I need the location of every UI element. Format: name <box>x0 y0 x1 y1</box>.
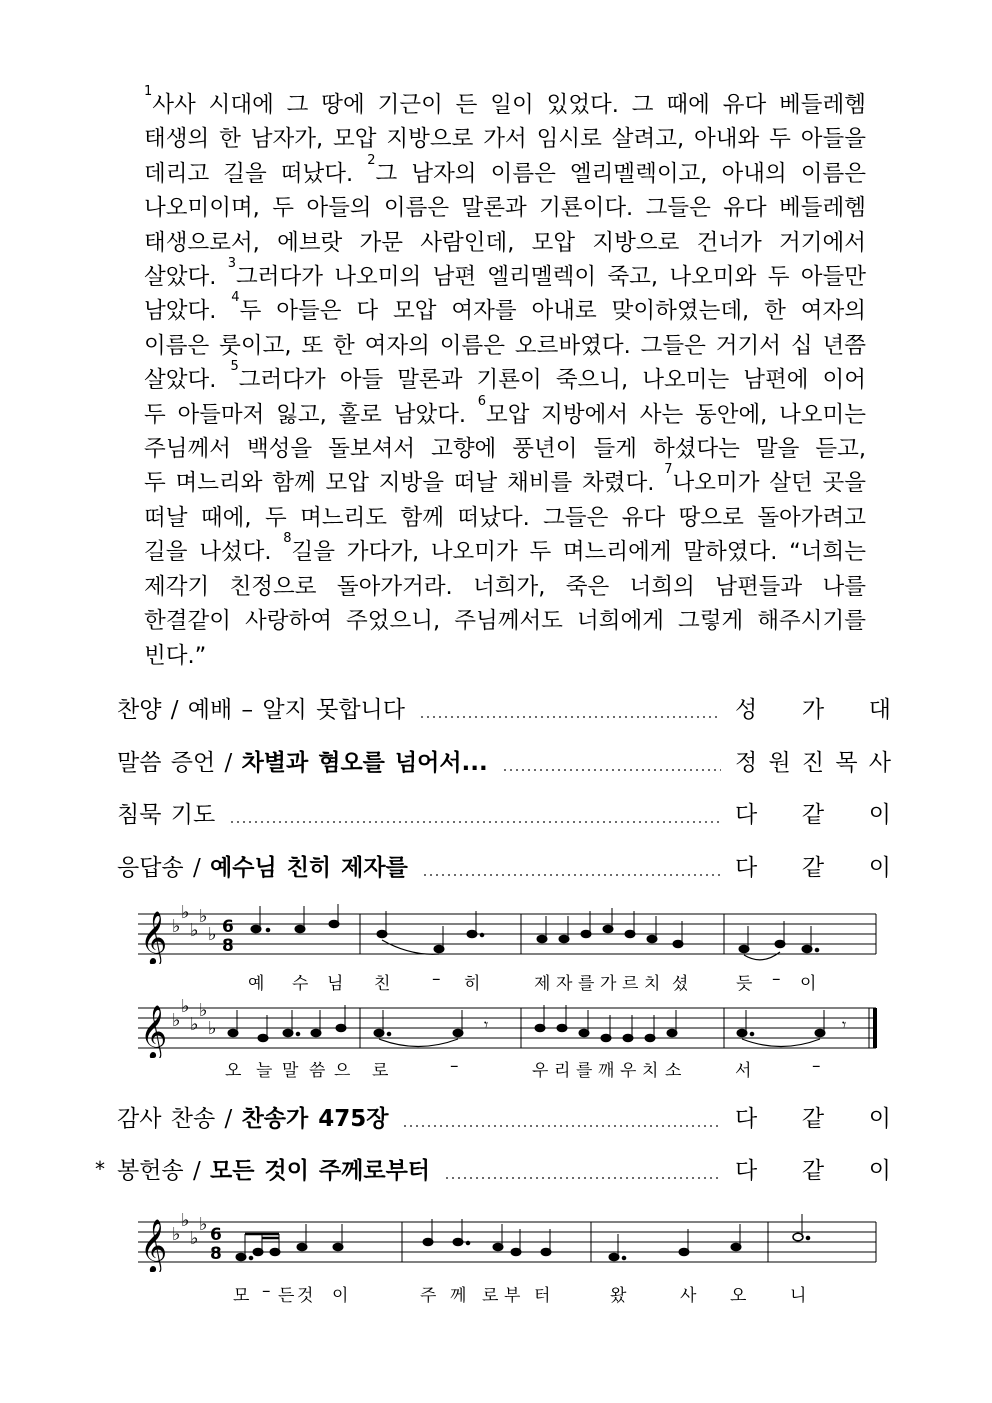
scripture-line <box>144 432 866 466</box>
scripture-text: 그러다가 나오미의 남편 엘리멜렉이 죽고, 나오미와 두 아들만 <box>236 264 867 291</box>
scripture-text: 이름은 룻이고, 또 한 여자의 이름은 오르바였다. 그들은 거기서 십 년쯤 <box>144 332 866 359</box>
order-item-leader: 정 원 진 목 사 <box>735 750 891 776</box>
lyric-syllable: – <box>450 1056 459 1076</box>
lyric-syllable: 듯 <box>736 974 753 994</box>
verse-number: 5 <box>230 359 239 375</box>
lyrics-response-1 <box>138 969 878 994</box>
order-item-leader: 다 같 이 <box>735 855 891 881</box>
dot-leader <box>444 1177 721 1179</box>
lyric-syllable: 것 <box>297 1286 314 1306</box>
dot-leader <box>502 769 721 771</box>
svg-text:𝄾: 𝄾 <box>484 1015 489 1034</box>
svg-text:𝄾: 𝄾 <box>842 1015 847 1034</box>
music-staff-response-1 <box>138 904 878 964</box>
dot-leader <box>422 874 721 876</box>
order-item-title <box>117 848 408 888</box>
scripture-line <box>144 570 866 604</box>
scripture-line <box>144 531 866 569</box>
lyric-syllable: 예 <box>248 974 265 994</box>
dot-leader <box>229 821 721 823</box>
verse-number: 2 <box>367 152 376 168</box>
lyric-syllable: 께 <box>450 1286 467 1306</box>
scripture-text: 모압 지방에서 사는 동안에, 나오미는 <box>485 401 866 428</box>
lyric-syllable: 깨 <box>598 1061 615 1081</box>
svg-text:6: 6 <box>222 917 234 937</box>
svg-text:♭: ♭ <box>190 1228 199 1249</box>
scripture-line <box>144 122 866 156</box>
lyric-syllable: 제 <box>534 974 551 994</box>
order-item-title-bold: 모든 것이 주께로부터 <box>210 1158 431 1184</box>
order-item-title-bold: 예수님 친히 제자를 <box>210 855 408 881</box>
order-item-label: 응답송 / <box>117 855 211 881</box>
order-item-leader: 성 가 대 <box>735 697 891 723</box>
scripture-line <box>144 226 866 260</box>
lyric-syllable: 를 <box>578 974 595 994</box>
treble-clef-icon: 𝄞 <box>140 1218 168 1272</box>
order-item-title-bold: 차별과 혐오를 넘어서... <box>241 750 488 776</box>
standing-mark: * <box>95 1157 105 1181</box>
lyric-syllable: – <box>772 969 781 989</box>
scripture-passage <box>144 84 867 673</box>
scripture-text: 태생으로서, 에브랏 가문 사람인데, 모압 지방으로 건너가 거기에서 <box>144 229 866 256</box>
order-item-title <box>117 795 215 835</box>
scripture-text: 사사 시대에 그 땅에 기근이 든 일이 있었다. 그 때에 유다 베들레헴 <box>152 92 866 118</box>
lyric-syllable: 으 <box>334 1061 351 1081</box>
lyric-syllable: 터 <box>534 1286 551 1306</box>
lyric-syllable: 사 <box>680 1286 697 1306</box>
svg-text:8: 8 <box>210 1244 222 1264</box>
scripture-text: 살았다. <box>144 367 231 394</box>
order-item-title <box>117 690 405 730</box>
scripture-line <box>144 191 866 225</box>
lyric-syllable: 로 <box>482 1286 499 1306</box>
svg-text:♭: ♭ <box>181 998 190 1017</box>
svg-text:♭: ♭ <box>199 906 208 927</box>
dot-leader <box>419 716 721 718</box>
svg-text:♭: ♭ <box>172 916 181 937</box>
scripture-text: 나오미가 살던 곳을 <box>672 470 866 497</box>
lyric-syllable: 치 <box>642 1061 659 1081</box>
order-item-title-bold: 찬송가 475장 <box>241 1106 389 1132</box>
order-item <box>117 795 891 835</box>
lyric-syllable: 오 <box>730 1286 747 1306</box>
lyric-syllable: – <box>432 969 441 989</box>
svg-text:♭: ♭ <box>181 904 190 923</box>
lyric-syllable: 든 <box>278 1286 295 1306</box>
lyric-syllable: 로 <box>372 1061 389 1081</box>
lyric-syllable: 니 <box>790 1286 807 1306</box>
svg-text:♭: ♭ <box>199 1000 208 1021</box>
order-item-title <box>117 1099 388 1139</box>
lyric-syllable: 치 <box>644 974 661 994</box>
scripture-text: 길을 가다가, 나오미가 두 며느리에게 말하였다. “너희는 <box>291 539 866 566</box>
lyric-syllable: – <box>262 1281 271 1301</box>
svg-text:♭: ♭ <box>190 1014 199 1035</box>
order-item <box>117 743 891 783</box>
scripture-text: 한결같이 사랑하여 주었으니, 주님께서도 너희에게 그렇게 해주시기를 <box>144 608 866 635</box>
lyric-syllable: 가 <box>600 974 617 994</box>
scripture-line <box>144 462 866 500</box>
verse-number: 6 <box>477 393 486 409</box>
scripture-text: 두 며느리와 함께 모압 지방을 떠날 채비를 차렸다. <box>144 470 665 497</box>
lyric-syllable: 씀 <box>309 1061 326 1081</box>
svg-text:♭: ♭ <box>172 1224 181 1245</box>
lyric-syllable: 왔 <box>610 1286 627 1306</box>
scripture-line <box>144 290 866 328</box>
order-item-label: 말씀 증언 / <box>117 750 242 776</box>
scripture-line <box>144 359 867 397</box>
treble-clef-icon: 𝄞 <box>140 1004 168 1058</box>
lyric-syllable: 르 <box>622 974 639 994</box>
lyrics-response-2 <box>138 1056 878 1081</box>
scripture-text: 제각기 친정으로 돌아가거라. 너희가, 죽은 너희의 남편들과 나를 <box>144 573 866 600</box>
scripture-text: 남았다. <box>144 298 232 325</box>
lyric-syllable: 주 <box>420 1286 437 1306</box>
scripture-text: 빈다.” <box>144 642 207 669</box>
scripture-text: 나오미이며, 두 아들의 이름은 말론과 기룐이다. 그들은 유다 베들레헴 <box>144 195 866 222</box>
lyric-syllable: 부 <box>504 1286 521 1306</box>
svg-text:♭: ♭ <box>181 1212 190 1231</box>
scripture-text: 두 아들마저 잃고, 홀로 남았다. <box>144 401 478 428</box>
order-item <box>117 690 891 730</box>
scripture-line <box>144 152 866 191</box>
order-item-label: 감사 찬송 / <box>117 1106 242 1132</box>
order-item <box>117 848 891 888</box>
svg-text:♭: ♭ <box>172 1010 181 1031</box>
lyric-syllable: 소 <box>665 1061 682 1081</box>
scripture-line <box>144 256 867 294</box>
scripture-text: 태생의 한 남자가, 모압 지방으로 가서 임시로 살려고, 아내와 두 아들을 <box>144 126 866 153</box>
dot-leader <box>402 1125 721 1127</box>
lyric-syllable: 이 <box>800 974 817 994</box>
lyric-syllable: 님 <box>327 974 344 994</box>
lyric-syllable: 모 <box>233 1286 250 1306</box>
lyric-syllable: 히 <box>464 974 481 994</box>
lyric-syllable: 수 <box>292 974 309 994</box>
order-item-label: 봉헌송 / <box>117 1158 211 1184</box>
lyric-syllable: 리 <box>554 1061 571 1081</box>
order-item-label: 침묵 기도 <box>117 802 216 828</box>
order-item-leader: 다 같 이 <box>735 1158 891 1184</box>
lyric-syllable: 우 <box>532 1061 549 1081</box>
scripture-text: 살았다. <box>144 264 228 291</box>
order-item-title <box>117 1151 430 1191</box>
scripture-line <box>144 639 866 673</box>
lyric-syllable: – <box>812 1056 821 1076</box>
treble-clef-icon: 𝄞 <box>140 910 168 964</box>
svg-text:♭: ♭ <box>199 1214 208 1235</box>
scripture-line <box>144 84 866 122</box>
lyric-syllable: 우 <box>620 1061 637 1081</box>
order-item <box>117 1151 891 1191</box>
svg-text:♭: ♭ <box>190 920 199 941</box>
svg-text:♭: ♭ <box>208 924 217 945</box>
scripture-text: 데리고 길을 떠났다. <box>144 160 368 187</box>
lyric-syllable: 친 <box>374 974 391 994</box>
music-staff-response-2 <box>138 998 878 1058</box>
lyric-syllable: 셨 <box>672 974 689 994</box>
lyric-syllable: 늘 <box>256 1061 273 1081</box>
scripture-text: 두 아들은 다 모압 여자를 아내로 맞이하였는데, 한 여자의 <box>239 298 866 325</box>
order-item-label: 찬양 / 예배 – 알지 못합니다 <box>117 697 405 723</box>
lyric-syllable: 자 <box>556 974 573 994</box>
lyric-syllable: 이 <box>332 1286 349 1306</box>
scripture-text: 떠날 때에, 두 며느리도 함께 떠났다. 그들은 유다 땅으로 돌아가려고 <box>144 504 866 531</box>
svg-text:♭: ♭ <box>208 1018 217 1039</box>
verse-number: 8 <box>283 531 292 547</box>
order-item <box>117 1099 891 1139</box>
scripture-line <box>144 329 866 363</box>
lyric-syllable: 를 <box>576 1061 593 1081</box>
order-item-leader: 다 같 이 <box>735 802 891 828</box>
order-item-leader: 다 같 이 <box>735 1106 891 1132</box>
lyrics-offertory <box>138 1281 878 1306</box>
verse-number: 7 <box>664 462 673 478</box>
verse-number: 4 <box>231 290 240 306</box>
scripture-line <box>144 393 866 432</box>
lyric-syllable: 서 <box>735 1061 752 1081</box>
verse-number: 3 <box>227 256 236 272</box>
scripture-text: 길을 나섰다. <box>144 539 284 566</box>
music-staff-offertory <box>138 1212 878 1272</box>
svg-text:8: 8 <box>222 936 234 956</box>
scripture-text: 그러다가 아들 말론과 기룐이 죽으니, 나오미는 남편에 이어 <box>238 367 867 394</box>
order-item-title <box>117 743 488 783</box>
verse-number: 1 <box>144 84 153 99</box>
svg-text:6: 6 <box>210 1225 222 1245</box>
scripture-text: 주님께서 백성을 돌보셔서 고향에 풍년이 들게 하셨다는 말을 듣고, <box>144 436 866 463</box>
scripture-line <box>144 604 866 638</box>
lyric-syllable: 말 <box>282 1061 299 1081</box>
scripture-line <box>144 501 866 535</box>
lyric-syllable: 오 <box>225 1061 242 1081</box>
scripture-text: 그 남자의 이름은 엘리멜렉이고, 아내의 이름은 <box>375 160 866 187</box>
